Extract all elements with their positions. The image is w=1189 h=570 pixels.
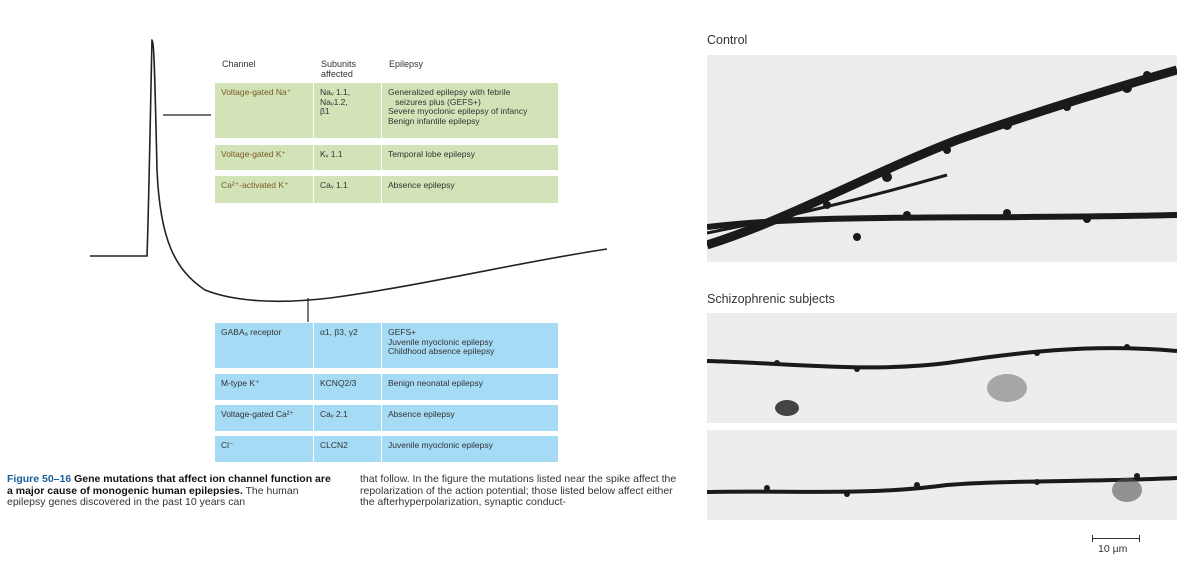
table-row	[215, 405, 558, 431]
schizophrenic-label: Schizophrenic subjects	[707, 292, 835, 306]
row-epilepsy: Juvenile myoclonic epilepsy	[381, 436, 558, 462]
table-row	[215, 145, 558, 170]
row-subunits: Kᵥ 1.1	[313, 145, 381, 170]
figure-label: Figure 50–16	[7, 474, 72, 485]
control-micrograph	[707, 55, 1177, 262]
row-channel: Cl⁻	[221, 440, 234, 450]
row-epilepsy: Temporal lobe epilepsy	[381, 145, 558, 170]
row-subunits: CLCN2	[313, 436, 381, 462]
row-channel: M-type K⁺	[221, 378, 260, 388]
header-epilepsy: Epilepsy	[389, 59, 424, 69]
row-channel: Voltage-gated Ca²⁺	[221, 409, 295, 419]
row-epilepsy: GEFS+ Juvenile myoclonic epilepsy Childhood absence epilepsy	[381, 323, 558, 368]
scale-bar-label: 10 µm	[1098, 543, 1128, 555]
caption-continuation: that follow. In the figure the mutations listed near the spike affect the repolarization of the action potential; those listed below affect either the afterhyperpolarization, synaptic conduct-	[360, 474, 677, 508]
scale-bar	[1092, 538, 1140, 539]
schizophrenic-micrograph-1	[707, 313, 1177, 423]
row-channel: Ca²⁺-activated K⁺	[221, 180, 289, 190]
row-subunits: KCNQ2/3	[313, 374, 381, 400]
figure-caption	[7, 474, 335, 513]
header-subunits: Subunits affected	[321, 59, 357, 79]
row-epilepsy: Generalized epilepsy with febrile seizures plus (GEFS+) Severe myoclonic epilepsy of infancy Benign infantile epilepsy	[381, 83, 558, 138]
row-subunits: α1, β3, γ2	[313, 323, 381, 368]
table-row	[215, 176, 558, 203]
table-row	[215, 374, 558, 400]
row-channel: Voltage-gated Na⁺	[221, 87, 292, 97]
row-subunits: Caᵥ 1.1	[313, 176, 381, 203]
caption-text: The human epilepsy genes discovered in the past 10 years can	[7, 484, 299, 508]
row-subunits: Naᵥ 1.1, Naᵥ1.2, β1	[313, 83, 381, 138]
table-row	[215, 323, 558, 368]
control-label: Control	[707, 33, 748, 47]
row-channel: Voltage-gated K⁺	[221, 149, 286, 159]
table-row	[215, 83, 558, 138]
caption-bold-text: Gene mutations that affect ion channel function are a major cause of monogenic human epilepsies.	[7, 474, 331, 497]
row-epilepsy: Absence epilepsy	[381, 176, 558, 203]
row-epilepsy: Absence epilepsy	[381, 405, 558, 431]
table-row	[215, 436, 558, 462]
row-epilepsy: Benign neonatal epilepsy	[381, 374, 558, 400]
header-channel: Channel	[222, 59, 256, 69]
row-channel: GABAₐ receptor	[221, 327, 282, 337]
row-subunits: Caᵥ 2.1	[313, 405, 381, 431]
schizophrenic-micrograph-2	[707, 430, 1177, 520]
